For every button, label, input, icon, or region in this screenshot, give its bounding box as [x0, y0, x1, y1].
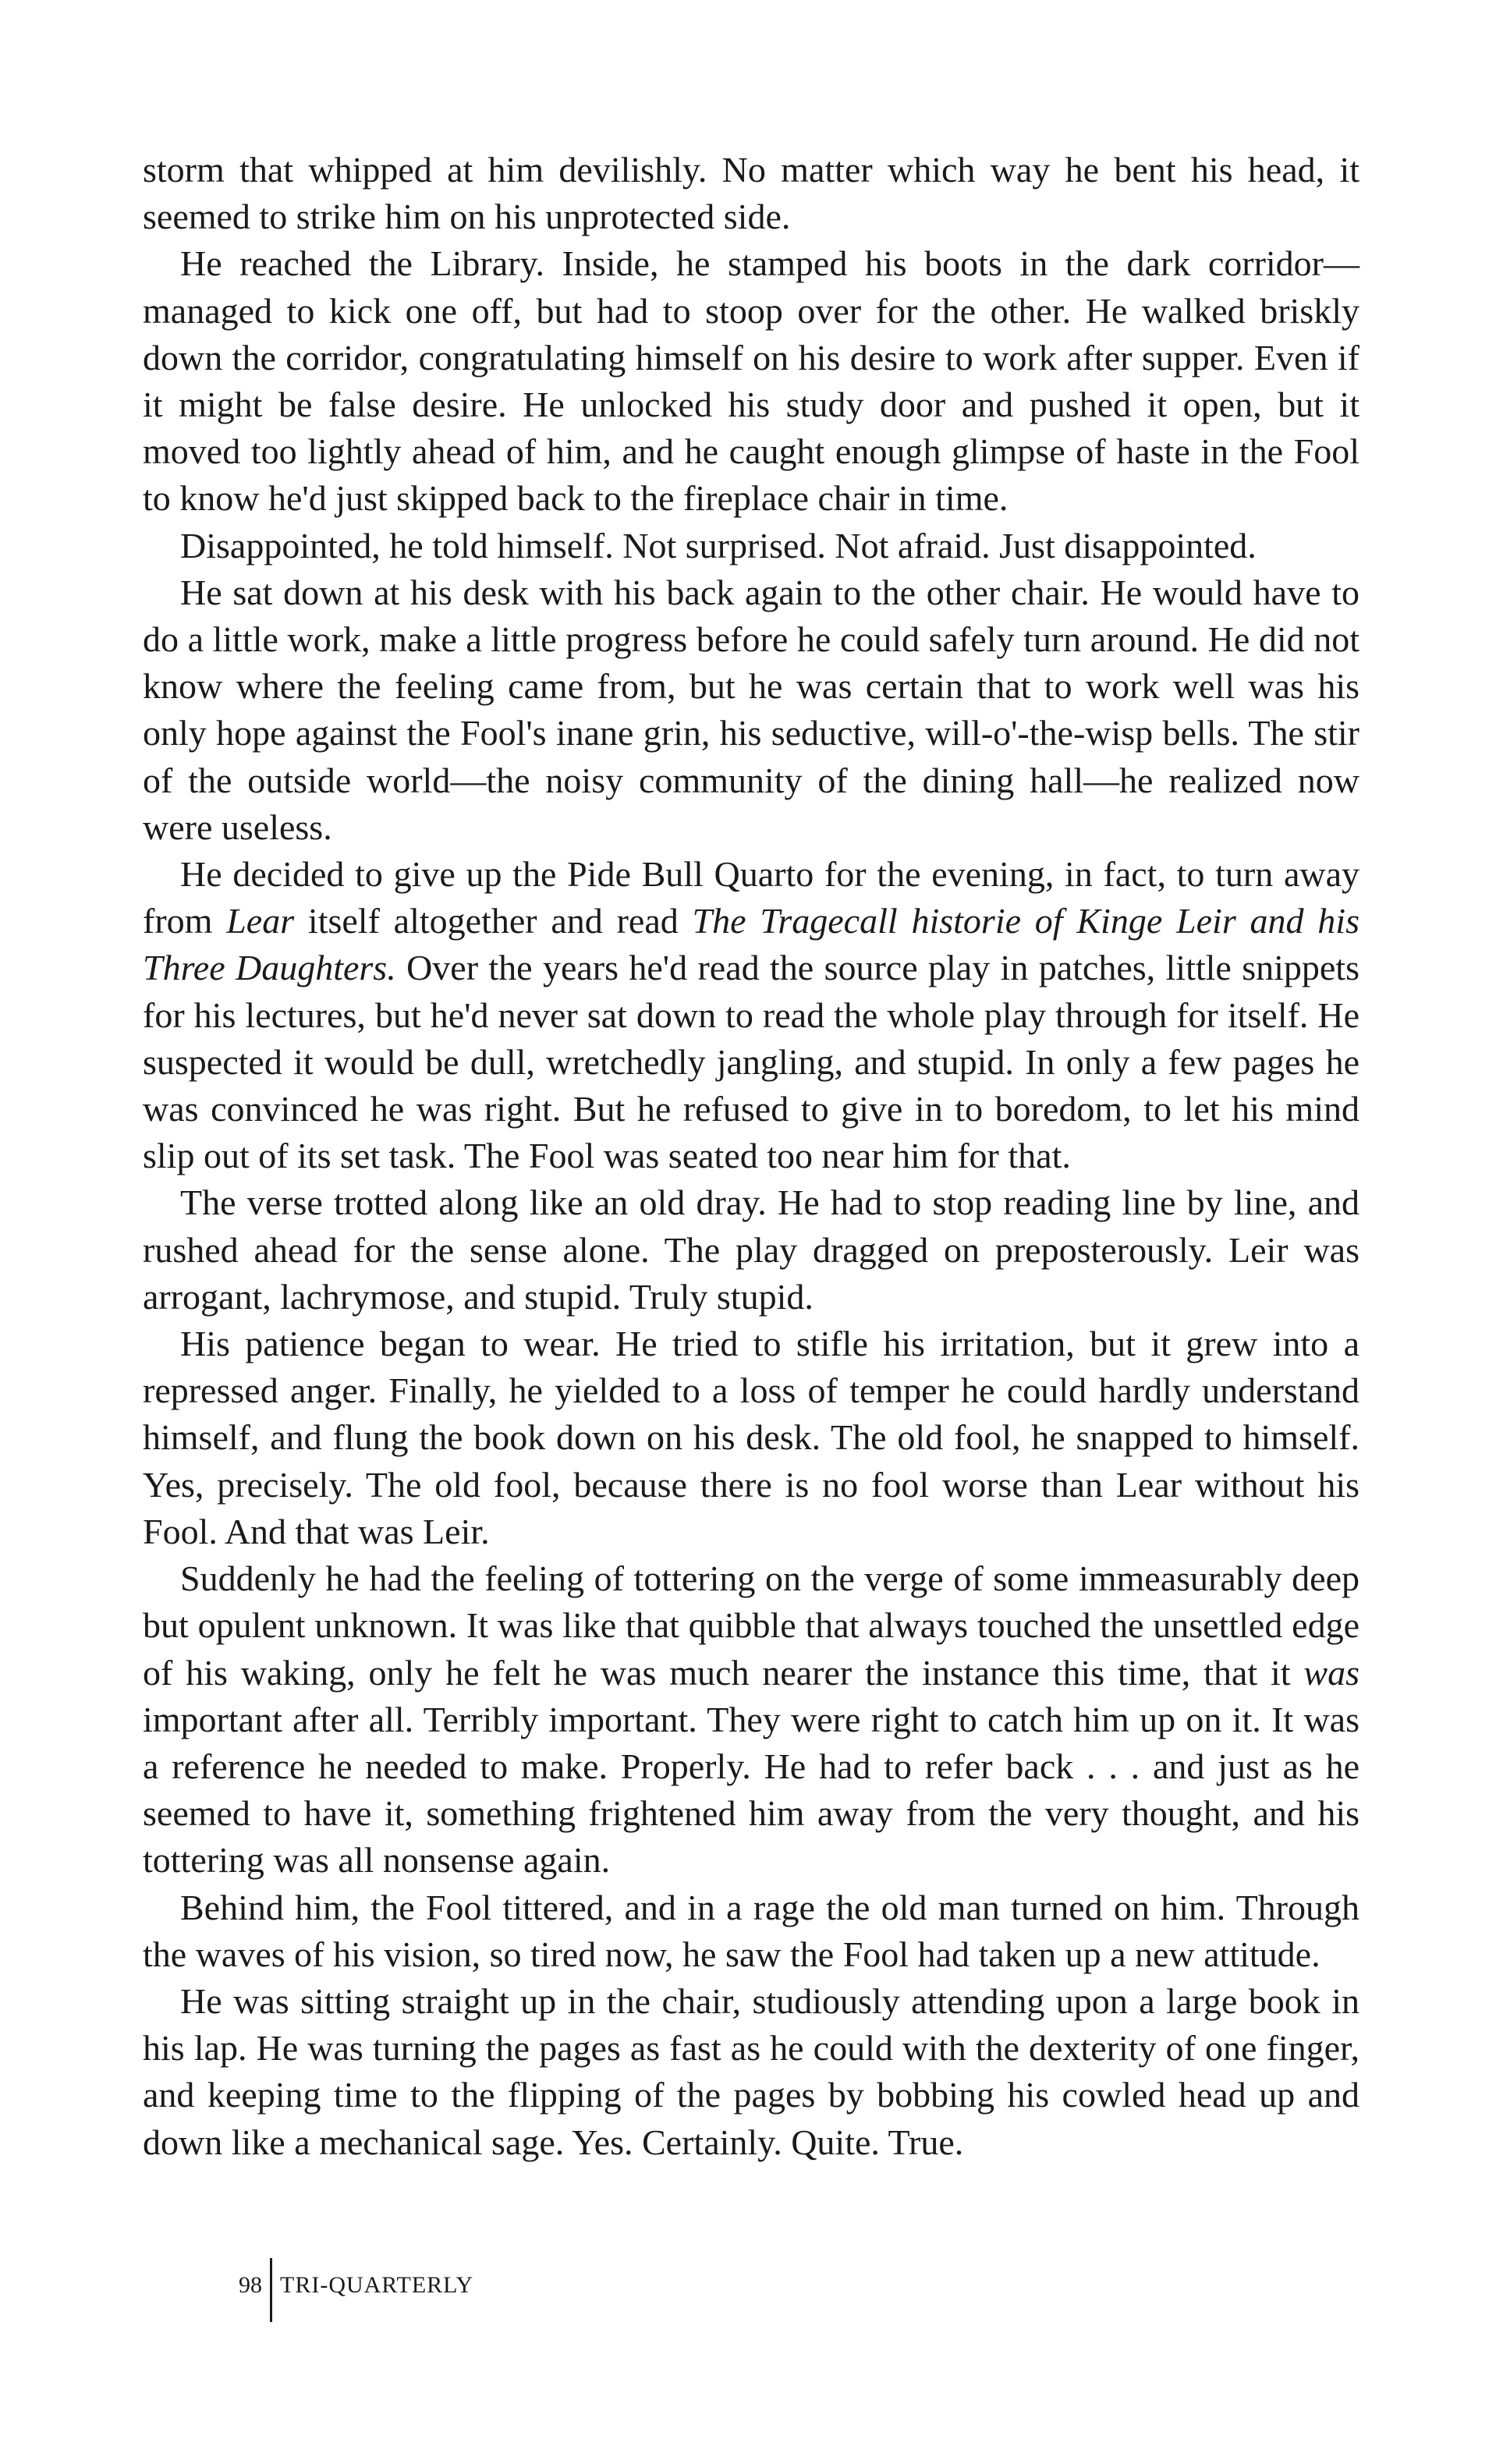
text-run: His patience began to wear. He tried to stifle his irritation, but it grew into a repressed anger. Finally, he yielded to a loss of temper he could hardly understand himself, and flung the book down on his desk. The old fool, he snapped to himself. Yes, precisely. The old fool, because there is no fool worse than Lear without his Fool. And that was Leir.	[143, 1324, 1360, 1551]
paragraph-8	[143, 1555, 1360, 1884]
body-text	[143, 147, 1360, 2166]
paragraph-4	[143, 569, 1360, 851]
text-run: He sat down at his desk with his back again to the other chair. He would have to do a little work, make a little progress before he could safely turn around. He did not know where the feeling came from, but he was certain that to work well was his only hope against the Fool's inane grin, his seductive, will-o'-the-wisp bells. The stir of the outside world—the noisy community of the dining hall—he realized now were useless.	[143, 572, 1360, 847]
paragraph-5	[143, 851, 1360, 1179]
paragraph-3	[143, 523, 1360, 569]
text-run: He reached the Library. Inside, he stamped his boots in the dark corridor—managed to kick one off, but had to stoop over for the other. He walked briskly down the corridor, congratulating himself on his desire to work after supper. Even if it might be false desire. He unlocked his study door and pushed it open, but it moved too lightly ahead of him, and he caught enough glimpse of haste in the Fool to know he'd just skipped back to the fireplace chair in time.	[143, 243, 1360, 519]
italic-text-run: Lear	[226, 901, 295, 941]
page-number: 98	[239, 2272, 262, 2298]
text-run: Disappointed, he told himself. Not surprised. Not afraid. Just disappointed.	[180, 525, 1257, 565]
text-run: Over the years he'd read the source play in patches, little snippets for his lectures, but he'd never sat down to read the whole play through for itself. He suspected it would be dull, wretchedly jangling, and stupid. In only a few pages he was convinced he was right. But he refused to give in to boredom, to let his mind slip out of its set task. The Fool was seated too near him for that.	[143, 948, 1360, 1176]
paragraph-9	[143, 1884, 1360, 1978]
paragraph-2	[143, 240, 1360, 522]
text-run: Suddenly he had the feeling of tottering on the verge of some immeasurably deep but opulent unknown. It was like that quibble that always touched the unsettled edge of his waking, only he felt he was much nearer the instance this time, that it	[143, 1558, 1360, 1693]
text-run: He was sitting straight up in the chair, studiously attending upon a large book in his lap. He was turning the pages as fast as he could with the dexterity of one finger, and keeping time to the flipping of the pages by bobbing his cowled head up and down like a mechanical sage. Yes. Certainly. Quite. True.	[143, 1980, 1360, 2162]
italic-text-run: was	[1303, 1652, 1360, 1693]
text-run: storm that whipped at him devilishly. No matter which way he bent his head, it seemed to strike him on his unprotected side.	[143, 150, 1360, 237]
text-run: Behind him, the Fool tittered, and in a rage the old man turned on him. Through the waves of his vision, so tired now, he saw the Fool had taken up a new attitude.	[143, 1887, 1360, 1974]
paragraph-10	[143, 1978, 1360, 2166]
paragraph-6	[143, 1179, 1360, 1321]
page-footer	[239, 2258, 473, 2322]
text-run: He decided to give up the Pide Bull Quarto for the evening, in fact, to turn away from	[143, 854, 1360, 941]
text-run: important after all. Terribly important. They were right to catch him up on it. It was a reference he needed to make. Properly. He had to refer back . . . and just as he seemed to have it, something frightened him away from the very thought, and his tottering was all nonsense again.	[143, 1699, 1360, 1881]
paragraph-1	[143, 147, 1360, 240]
text-run: The verse trotted along like an old dray. He had to stop reading line by line, and rushed ahead for the sense alone. The play dragged on preposterously. Leir was arrogant, lachrymose, and stupid. Truly stupid.	[143, 1182, 1360, 1317]
text-run: itself altogether and read	[294, 901, 693, 941]
paragraph-7	[143, 1321, 1360, 1555]
italic-text-run: The Tragecall historie of Kinge Leir and his Three Daughters.	[143, 901, 1360, 988]
journal-name: TRI-QUARTERLY	[280, 2272, 474, 2298]
